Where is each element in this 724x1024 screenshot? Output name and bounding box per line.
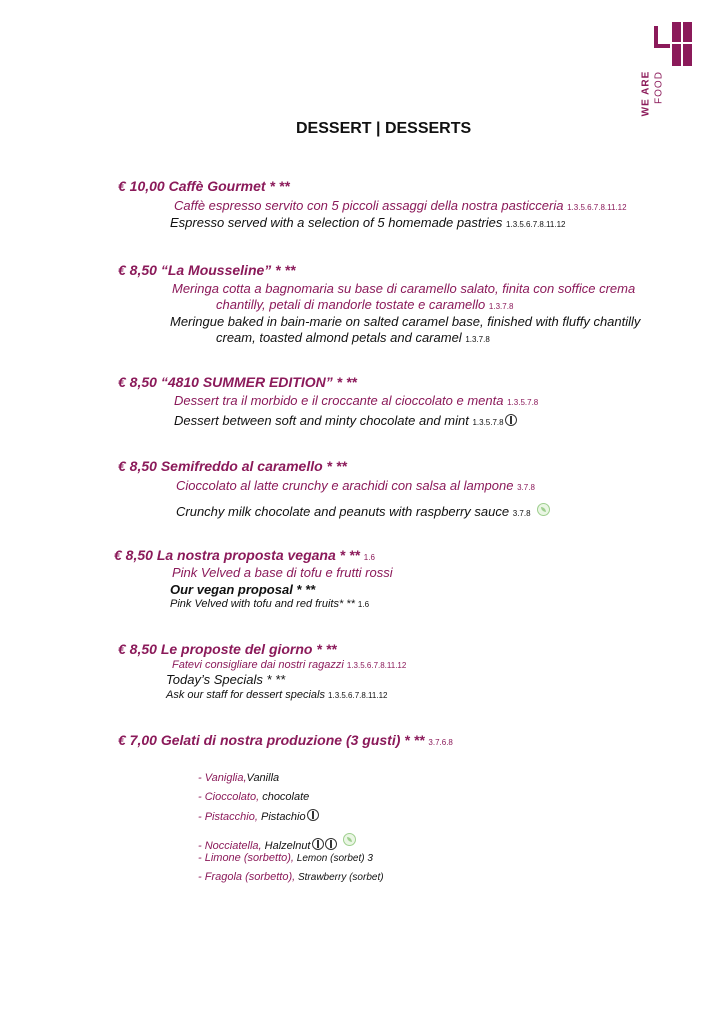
description-en: Ask our staff for dessert specials bbox=[166, 689, 325, 701]
page-title: DESSERT | DESSERTS bbox=[296, 120, 472, 137]
description-it: Fatevi consigliare dai nostri ragazzi bbox=[172, 659, 344, 671]
description-it: Cioccolato al latte crunchy e arachidi con salsa al lampone bbox=[176, 478, 514, 493]
flavor-en: Vanilla bbox=[246, 772, 280, 784]
item-semifreddo-it bbox=[176, 478, 535, 493]
item-specials-it bbox=[172, 659, 406, 671]
item-caffe-gourmet-it bbox=[174, 198, 627, 213]
flavor-item bbox=[198, 833, 356, 852]
allergens: 1.3.5.6.7.8.11.12 bbox=[567, 203, 627, 212]
item-vegan-en-heading: Our vegan proposal * ** bbox=[170, 582, 316, 597]
heading-text: € 7,00 Gelati di nostra produzione (3 gusti) * ** bbox=[118, 732, 425, 748]
description-it: chantilly, petali di mandorle tostate e caramello bbox=[216, 297, 486, 312]
item-caffe-gourmet-en bbox=[170, 215, 565, 230]
description-en: Dessert between soft and minty chocolate and mint bbox=[174, 413, 469, 428]
item-mousseline-it-line2 bbox=[216, 297, 513, 312]
allergens: 1.3.5.6.7.8.11.12 bbox=[506, 220, 566, 229]
gluten-free-icon bbox=[312, 838, 324, 850]
allergens: 1.6 bbox=[357, 600, 370, 609]
allergens: 1.3.5.7.8 bbox=[507, 398, 539, 407]
flavor-en: Pistachio bbox=[257, 811, 306, 823]
allergens: 1.3.5.6.7.8.11.12 bbox=[328, 691, 388, 700]
item-vegan-en bbox=[170, 598, 369, 610]
allergens: 3.7.8 bbox=[512, 509, 531, 518]
allergens: 3.7.8 bbox=[517, 483, 535, 492]
flavor-en: chocolate bbox=[259, 791, 310, 803]
heading-text: € 8,50 La nostra proposta vegana * ** bbox=[114, 547, 360, 563]
item-summer-edition-it bbox=[174, 393, 538, 408]
description-it: Dessert tra il morbido e il croccante al cioccolato e menta bbox=[174, 393, 504, 408]
flavor-it: - Cioccolato, bbox=[198, 791, 260, 803]
item-semifreddo-en bbox=[176, 503, 550, 519]
description-it: Caffè espresso servito con 5 piccoli assaggi della nostra pasticceria bbox=[174, 198, 564, 213]
description-en: Pink Velved with tofu and red fruits* ** bbox=[170, 598, 355, 610]
logo-text-we-are: WE ARE bbox=[640, 70, 652, 117]
gluten-free-icon bbox=[325, 838, 337, 850]
item-mousseline-it-line1: Meringa cotta a bagnomaria su base di caramello salato, finita con soffice crema bbox=[172, 281, 636, 296]
allergens: 1.6 bbox=[363, 553, 375, 562]
allergens: 1.3.7.8 bbox=[488, 302, 514, 311]
flavor-en: Strawberry (sorbet) bbox=[295, 872, 384, 883]
flavor-it: - Nocciatella, bbox=[198, 840, 262, 852]
item-vegan-it: Pink Velved a base di tofu e frutti rossi bbox=[172, 565, 393, 580]
item-summer-edition-heading: € 8,50 “4810 SUMMER EDITION” * ** bbox=[118, 374, 357, 390]
item-mousseline-en-line1: Meringue baked in bain-marie on salted caramel base, finished with fluffy chantilly bbox=[170, 314, 641, 329]
logo-text-food: FOOD bbox=[653, 71, 665, 104]
allergens: 1.3.5.7.8 bbox=[472, 418, 504, 427]
allergens: 3.7.6.8 bbox=[428, 738, 453, 747]
item-mousseline-en-line2 bbox=[216, 330, 490, 345]
flavor-it: - Pistacchio, bbox=[198, 811, 258, 823]
item-specials-en-heading: Today’s Specials * ** bbox=[166, 672, 286, 687]
description-en: Espresso served with a selection of 5 homemade pastries bbox=[170, 215, 503, 230]
flavor-item bbox=[198, 791, 309, 803]
description-en: cream, toasted almond petals and caramel bbox=[216, 330, 462, 345]
item-specials-heading: € 8,50 Le proposte del giorno * ** bbox=[118, 641, 337, 657]
allergens: 1.3.7.8 bbox=[465, 335, 490, 344]
flavor-item bbox=[198, 809, 319, 823]
item-gelati-heading bbox=[118, 732, 453, 748]
gluten-free-icon bbox=[505, 414, 517, 426]
flavor-en: Halzelnut bbox=[261, 840, 311, 852]
item-caffe-gourmet-heading: € 10,00 Caffè Gourmet * ** bbox=[118, 178, 290, 194]
logo-mark-bar2 bbox=[654, 44, 670, 48]
vegan-leaf-icon bbox=[537, 503, 550, 516]
vegan-leaf-icon bbox=[343, 833, 356, 846]
flavor-it: - Fragola (sorbetto), bbox=[198, 871, 296, 883]
description-en: Crunchy milk chocolate and peanuts with raspberry sauce bbox=[176, 504, 510, 519]
gluten-free-icon bbox=[307, 809, 319, 821]
allergens: 1.3.5.6.7.8.11.12 bbox=[346, 661, 407, 670]
flavor-it: - Vaniglia, bbox=[198, 772, 247, 784]
flavor-item bbox=[198, 772, 279, 784]
flavor-en: Lemon (sorbet) 3 bbox=[293, 853, 373, 864]
item-semifreddo-heading: € 8,50 Semifreddo al caramello * ** bbox=[118, 458, 347, 474]
flavor-item bbox=[198, 871, 384, 883]
flavor-item bbox=[198, 852, 373, 864]
logo-divider2 bbox=[681, 22, 683, 66]
item-summer-edition-en bbox=[174, 413, 517, 428]
item-mousseline-heading: € 8,50 “La Mousseline” * ** bbox=[118, 262, 296, 278]
item-vegan-heading bbox=[114, 547, 375, 563]
item-specials-en bbox=[166, 689, 387, 701]
flavor-it: - Limone (sorbetto), bbox=[198, 852, 294, 864]
brand-logo bbox=[640, 22, 694, 122]
